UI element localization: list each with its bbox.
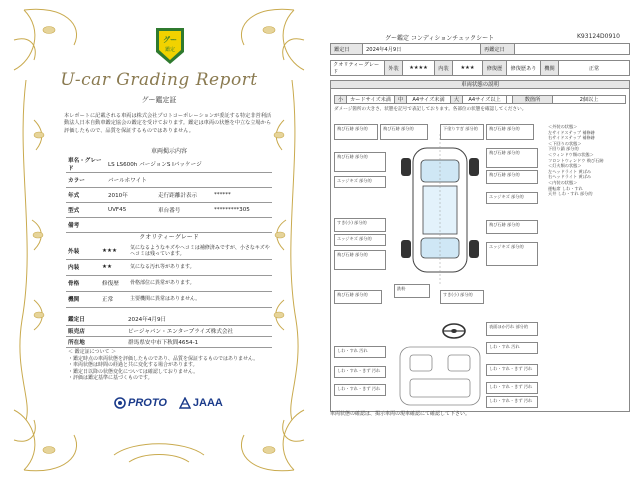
model-code-label: 型式 <box>66 203 106 218</box>
quality-grade-label: クオリティーグレード <box>331 61 385 76</box>
table-row <box>66 243 272 259</box>
damage-box: しわ・すれ・きず 汚れ <box>486 382 538 394</box>
table-row <box>66 314 272 325</box>
grade-table <box>66 243 272 308</box>
damage-box: しわ・すれ・きず 汚れ <box>486 364 538 376</box>
remarks-label: 備考 <box>66 218 106 233</box>
damage-box: 鉄粉 <box>394 284 430 298</box>
exterior-label: 外装 <box>66 243 100 259</box>
damage-box: 飛び石跡 部分的 <box>380 124 428 140</box>
vehicle-section-heading: 車両掲示内容 <box>150 148 187 155</box>
interior-description: 気になる汚れ等があります。 <box>128 259 272 275</box>
sheet-date-table <box>330 43 630 55</box>
q-exterior-label: 外装 <box>385 61 403 76</box>
certificate-notes: ＜ 鑑定証について ＞ ・鑑定時点の車両状態を評価したものであり、品質を保証するものではありません。 ・車両状態は時間の経過と共に変化する場合があります。 ・鑑定日以降の状態変化については確認しておりません。 ・評価は鑑定基準に基づくものです。 <box>68 349 259 381</box>
vehicle-name-value: LS LS600h バージョンS Iパッケージ <box>106 156 272 173</box>
damage-box: 飛び石跡 部分的 <box>334 152 386 172</box>
damage-box: しわ・すれ・きず 汚れ <box>486 396 538 408</box>
damage-box: すき(小) 部分的 <box>440 290 484 304</box>
damage-box: エッジキズ 部分的 <box>486 192 538 204</box>
frame-description: 骨格部位に異常があります。 <box>128 275 272 291</box>
legend-partial: 数箇所 <box>513 96 553 104</box>
legend-medium: 中 <box>395 96 407 104</box>
damage-box: しわ・すれ・きず 汚れ <box>334 384 386 396</box>
table-row <box>66 188 272 203</box>
legend-small-desc: カードサイズ未満 <box>347 96 395 104</box>
model-code-value: UVF45 <box>106 203 156 218</box>
mileage-value: ****** <box>212 188 272 203</box>
grading-certificate <box>4 0 314 480</box>
exterior-description: 気になるようなキズやヘコミは補修済みですが、小さなキズやヘコミは残っています。 <box>128 243 272 259</box>
damage-box: しわ・すれ 汚れ <box>486 342 538 354</box>
address-value: 群馬県安中市下秋間4654-1 <box>126 336 272 347</box>
interior-rating: ★★ <box>100 259 128 275</box>
damage-box: 飛び石跡 部分的 <box>334 250 386 270</box>
certificate-subtitle: グー鑑定証 <box>141 96 177 104</box>
damage-box: エッジキズ 部分的 <box>334 176 386 188</box>
year-value: 2010年 <box>106 188 156 203</box>
damage-box: しわ・すれ・きず 汚れ <box>334 366 386 378</box>
table-row <box>335 96 626 104</box>
jaaa-logo <box>179 397 223 409</box>
color-value: パールホワイト <box>106 173 272 188</box>
table-row <box>66 218 272 233</box>
sheet-code: K93124D0910 <box>577 33 620 40</box>
svg-text:鑑定: 鑑定 <box>164 47 176 53</box>
jaaa-mark-icon <box>179 397 191 409</box>
certificate-title: U-car Grading Report <box>60 70 258 90</box>
car-top-view-diagram <box>395 130 485 290</box>
vehicle-condition-heading: 車両状態の説明 <box>330 80 630 89</box>
engine-rating: 正常 <box>100 291 128 307</box>
renew-date-label: 再鑑定日 <box>481 44 515 55</box>
sheet-title: グー鑑定 コンディションチェックシート <box>385 35 495 42</box>
damage-box: エッジキズ 部分的 <box>486 242 538 266</box>
q-interior-value: ★★★ <box>453 61 483 76</box>
jaaa-logo-text: JAAA <box>192 397 223 409</box>
q-engine-label: 機関 <box>541 61 559 76</box>
table-row <box>66 173 272 188</box>
dealer-label: 販売店 <box>66 325 126 336</box>
table-row <box>66 259 272 275</box>
damage-box: 飛び石跡 部分的 <box>486 124 534 140</box>
proto-logo-text: PROTO <box>128 397 167 409</box>
frame-label: 骨格 <box>66 275 100 291</box>
damage-box: エッジキズ 部分的 <box>334 234 386 246</box>
legend-large: 大 <box>451 96 463 104</box>
damage-box: 飛び石跡 部分的 <box>486 148 538 168</box>
interior-label: 内装 <box>66 259 100 275</box>
svg-text:グー: グー <box>163 36 177 44</box>
legend-multiple: 2個以上 <box>553 96 626 104</box>
vehicle-info-table <box>66 156 272 233</box>
remarks-value <box>106 218 272 233</box>
legend-large-desc: A4サイズ以上 <box>463 96 507 104</box>
table-row <box>66 336 272 347</box>
goo-kantei-badge-icon <box>152 26 188 66</box>
inspection-date-label: 鑑定日 <box>66 314 126 325</box>
inspection-date-value: 2024年4月9日 <box>126 314 272 325</box>
color-label: カラー <box>66 173 106 188</box>
q-repair-label: 修復歴 <box>483 61 507 76</box>
table-row <box>66 156 272 173</box>
damage-box: 飛び石跡 部分的 <box>334 124 378 140</box>
table-row <box>331 44 630 55</box>
table-row <box>66 275 272 291</box>
damage-box: しわ・すれ 汚れ <box>334 346 386 358</box>
table-row <box>66 203 272 218</box>
proto-logo <box>114 397 167 409</box>
mileage-label: 走行距離計表示 <box>156 188 212 203</box>
logo-row <box>114 397 223 409</box>
grade-section-heading: クオリティーグレード <box>139 234 199 241</box>
proto-mark-icon <box>114 397 126 409</box>
q-interior-label: 内装 <box>435 61 453 76</box>
q-exterior-value: ★★★★ <box>403 61 435 76</box>
damage-box: 表面ほか汚れ 部分的 <box>486 322 538 336</box>
q-repair-value: 修復歴あり <box>507 61 541 76</box>
inspect-date-value: 2024年4月9日 <box>363 44 481 55</box>
vehicle-name-label: 車名・グレード <box>66 156 106 173</box>
sheet-footnote: 車両状態の確認は、掲示車両の現車確認にて確認して下さい。 <box>330 411 471 417</box>
table-row <box>331 61 630 76</box>
damage-box: 飛び石跡 部分的 <box>486 170 538 184</box>
damage-box: すき(小) 部分的 <box>334 218 386 232</box>
certificate-intro: 本レポートに記載される車両は株式会社プロトコーポレーションが委託する特定非営利活動法人日本自動車鑑定協会の鑑定を受けております。鑑定は車両の状態を中立な立場から評価したもので、品質を保証するものではありません。 <box>64 113 272 134</box>
engine-label: 機関 <box>66 291 100 307</box>
address-label: 所在地 <box>66 336 126 347</box>
legend-small: 小 <box>335 96 347 104</box>
damage-box: 飛び石跡 部分的 <box>334 290 382 304</box>
frame-rating: 修復歴 <box>100 275 128 291</box>
dealer-info-table <box>66 314 272 348</box>
interior-seat-diagram <box>396 345 484 407</box>
dealer-value: ビージャパン・エンタープライズ株式会社 <box>126 325 272 336</box>
chassis-number-value: *********305 <box>212 203 272 218</box>
inspect-date-label: 鑑定日 <box>331 44 363 55</box>
legend-medium-desc: A4サイズ未満 <box>407 96 451 104</box>
engine-description: 主要機関に異常はありません。 <box>128 291 272 307</box>
steering-wheel-icon <box>441 322 467 340</box>
damage-box: 飛び石跡 部分的 <box>486 220 538 234</box>
q-engine-value: 正常 <box>559 61 630 76</box>
exterior-rating: ★★★ <box>100 243 128 259</box>
quality-grade-table <box>330 60 630 76</box>
chassis-number-label: 車台番号 <box>156 203 212 218</box>
damage-size-legend <box>334 95 626 104</box>
year-label: 年式 <box>66 188 106 203</box>
table-row <box>66 325 272 336</box>
renew-date-value <box>515 44 630 55</box>
damage-box: 下塗りすぎ 部分的 <box>440 124 484 140</box>
legend-note: ダメージ箇所の大きさ、状態を記号で表記しております。各部位の状態を確認してください。 <box>334 107 527 112</box>
condition-remarks: ＜外装の状態＞ 左サイドステップ 補修跡 右サイドステップ 補修跡 ＜下回りの状態＞ 下回り錆 部分的 ＜ウィンドウ類の状態＞ フロントウィンドウ 飛び石跡 ＜灯火類の状態＞ 左ヘッドライト 黄ばみ 右ヘッドライト 黄ばみ ＜内装の状態＞ 運転席 しわ・すれ 天井 しわ・すれ 部分的 <box>548 124 604 197</box>
table-row <box>66 291 272 307</box>
